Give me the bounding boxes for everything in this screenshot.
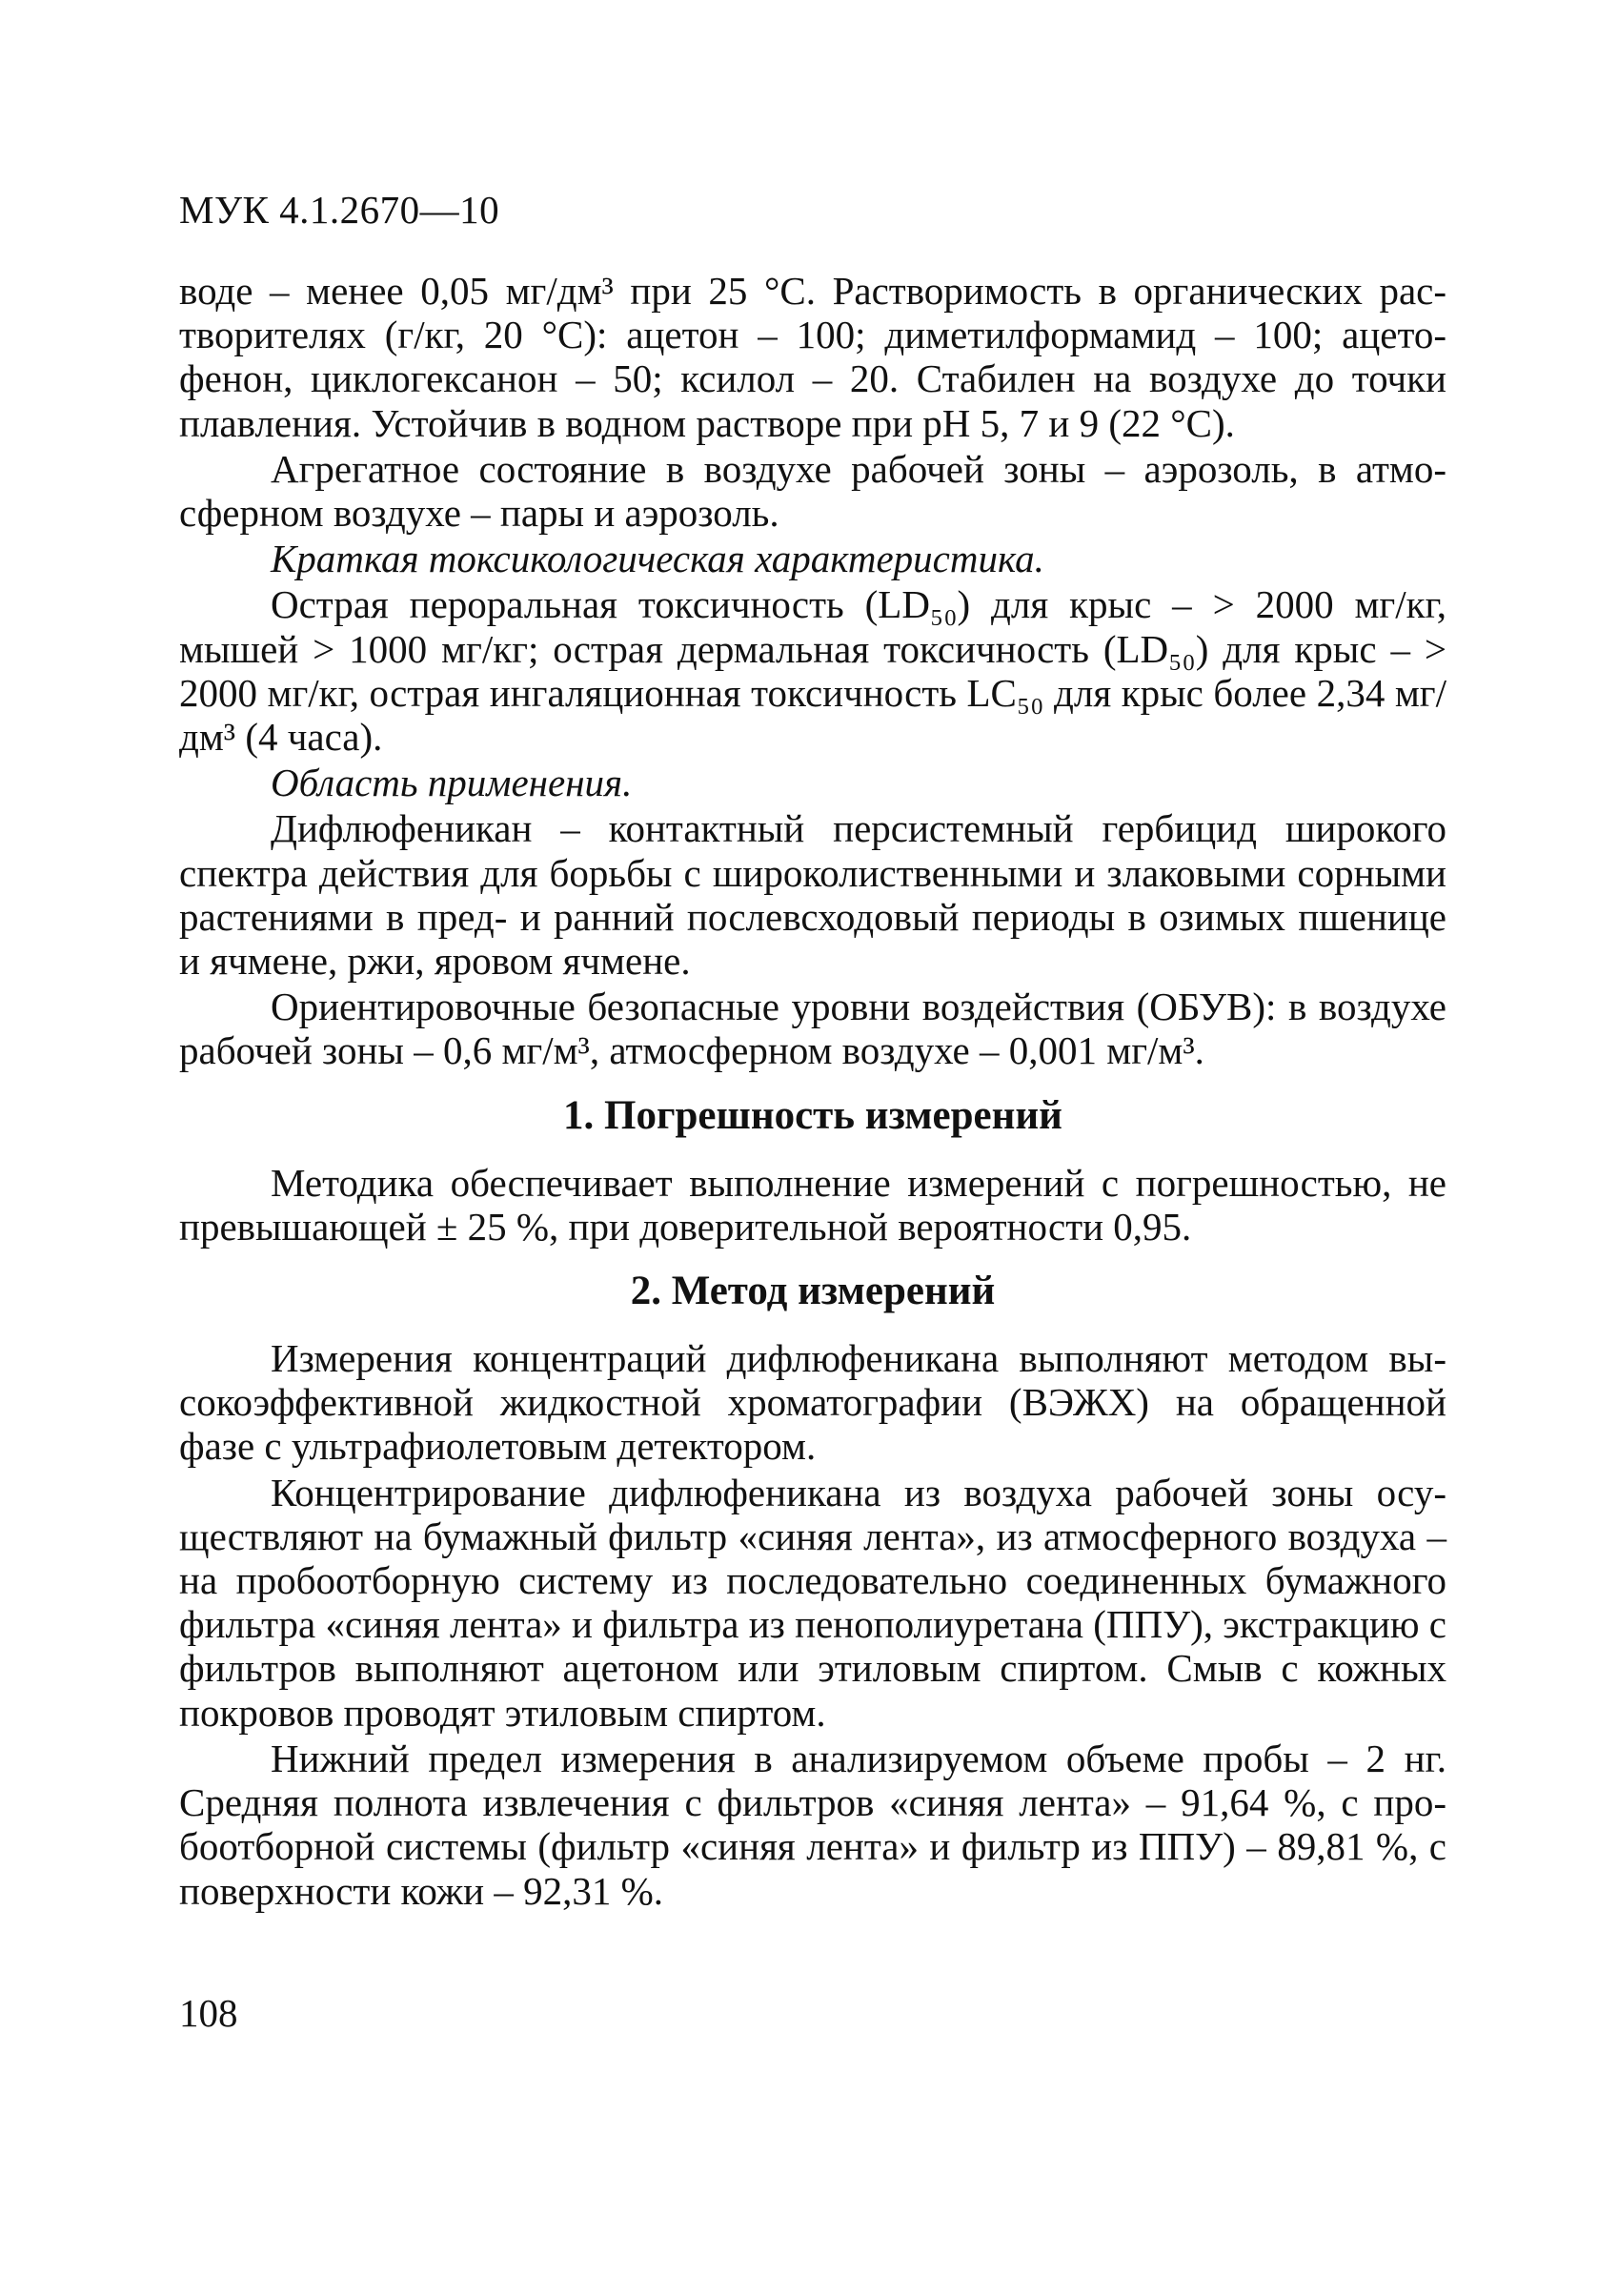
paragraph-method-concentration: Концентрирование дифлюфеникана из воздуха рабочей зоны осуществляют на бумажный фильтр «синяя лента», из атмосферного воздуха – на пробоотборную систему из последовательно соединенных бумажного фильтра «синяя лента» и фильтра из пенополиуретана (ППУ), экстракцию с фильтров выполняют ацетоном или этиловым спиртом. Смыв с кожных покровов проводят этиловым спиртом. — [179, 1470, 1446, 1735]
document-body — [179, 269, 1446, 1915]
paragraph-application: Дифлюфеникан – контактный персистемный гербицид широкого спектра действия для борьбы с широколиственными и злаковыми сорными растениями в пред- и ранний послевсходовый периоды в озимых пшенице и ячмене, ржи, яровом ячмене. — [179, 806, 1446, 984]
paragraph-safe-levels: Ориентировочные безопасные уровни воздействия (ОБУВ): в воздухе рабочей зоны – 0,6 мг/м³, атмосферном воздухе – 0,001 мг/м³. — [179, 985, 1446, 1073]
document-code-header: МУК 4.1.2670—10 — [179, 188, 500, 232]
subheading-application: Область применения. — [271, 761, 633, 805]
subheading-toxicology: Краткая токсикологическая характеристика. — [271, 537, 1044, 581]
section-heading-measurement-method: 2. Метод измерений — [630, 1269, 996, 1314]
paragraph-method-hplc: Измерения концентраций дифлюфеникана выполняют методом высокоэффективной жидкостной хроматографии (ВЭЖХ) на обращенной фазе с ультрафиолетовым детектором. — [179, 1336, 1446, 1469]
paragraph-toxicity: Острая пероральная токсичность (LD₅₀) для крыс – > 2000 мг/кг, мышей > 1000 мг/кг; острая дермальная токсичность (LD₅₀) для крыс – > 2000 мг/кг, острая ингаляционная токсичность LC₅₀ для крыс более 2,34 мг/дм³ (4 часа). — [179, 582, 1446, 760]
paragraph-method-limits: Нижний предел измерения в анализируемом объеме пробы – 2 нг. Средняя полнота извлечения с фильтров «синяя лента» – 91,64 %, с пробоотборной системы (фильтр «синяя лента» и фильтр из ППУ) – 89,81 %, с поверхности кожи – 92,31 %. — [179, 1736, 1446, 1913]
page-number: 108 — [179, 1991, 238, 2035]
paragraph-solubility: воде – менее 0,05 мг/дм³ при 25 °С. Растворимость в органических растворителях (г/кг, 20 °С): ацетон – 100; диметилформамид – 100; ацетофенон, циклогексанон – 50; ксилол – 20. Стабилен на воздухе до точки плавления. Устойчив в водном растворе при pH 5, 7 и 9 (22 °С). — [179, 269, 1446, 445]
section-heading-measurement-error: 1. Погрешность измерений — [563, 1092, 1062, 1138]
paragraph-aggregate-state: Агрегатное состояние в воздухе рабочей зоны – аэрозоль, в атмосферном воздухе – пары и аэрозоль. — [179, 446, 1446, 536]
paragraph-measurement-error: Методика обеспечивает выполнение измерений с погрешностью, не превышающей ± 25 %, при доверительной вероятности 0,95. — [179, 1160, 1446, 1249]
